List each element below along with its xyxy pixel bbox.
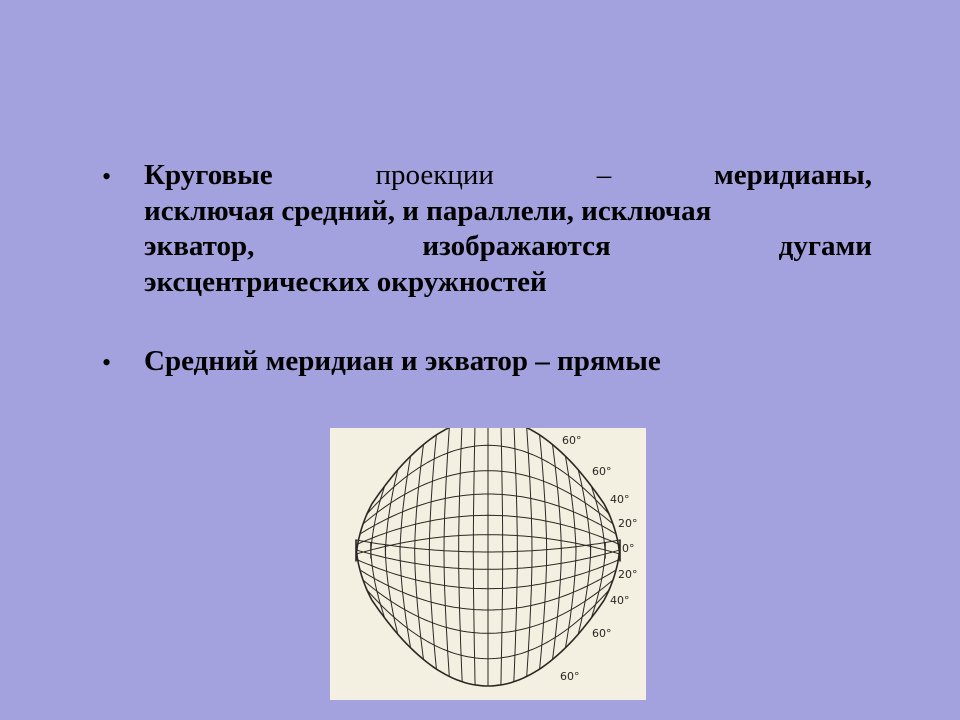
latitude-label: 60° [592,465,612,478]
word: Круговые [144,159,273,191]
meridian-line [527,428,532,676]
meridian-line [415,445,424,660]
word: – [596,159,612,191]
text-line: Средний меридиан и экватор – прямые [144,345,661,377]
word: изображаются [422,230,611,262]
text-line: исключая средний, и параллели, исключая [144,194,712,227]
text-line: эксцентрических окружностей [144,265,547,298]
latitude-label: 40° [610,594,630,607]
word: проекции [375,159,494,191]
word: экватор, [144,230,255,262]
latitude-label: 20° [618,517,638,530]
bullet-item-circular-projections [100,158,872,300]
meridian-line [540,435,547,669]
projection-graticule-figure [330,428,646,700]
text-line [144,158,872,194]
latitude-label: 60° [560,670,580,683]
meridian-line [514,428,518,682]
latitude-label: 40° [610,493,630,506]
text-line [144,229,872,265]
bullet-item-middle-meridian [100,344,872,380]
latitude-label: 60° [592,627,612,640]
meridian-line [501,428,503,685]
meridian-line [565,456,576,648]
meridian-line [385,470,397,634]
meridian-line [473,428,475,685]
latitude-label: 0° [622,542,635,555]
bullet-dot-icon: • [102,348,112,377]
meridian-line [429,435,436,669]
meridian-line [578,470,590,634]
meridian-line [459,428,463,682]
meridian-line [591,486,605,618]
meridian-line [371,486,385,618]
latitude-label: 60° [562,434,582,447]
word: дугами [778,230,872,262]
bullet-list [100,158,872,380]
meridian-line [400,456,411,648]
latitude-label: 20° [618,568,638,581]
graticule-svg [330,428,646,700]
meridian-line [444,428,449,676]
meridian-line [553,445,562,660]
bullet-dot-icon: • [102,162,112,191]
word: меридианы, [714,159,872,191]
